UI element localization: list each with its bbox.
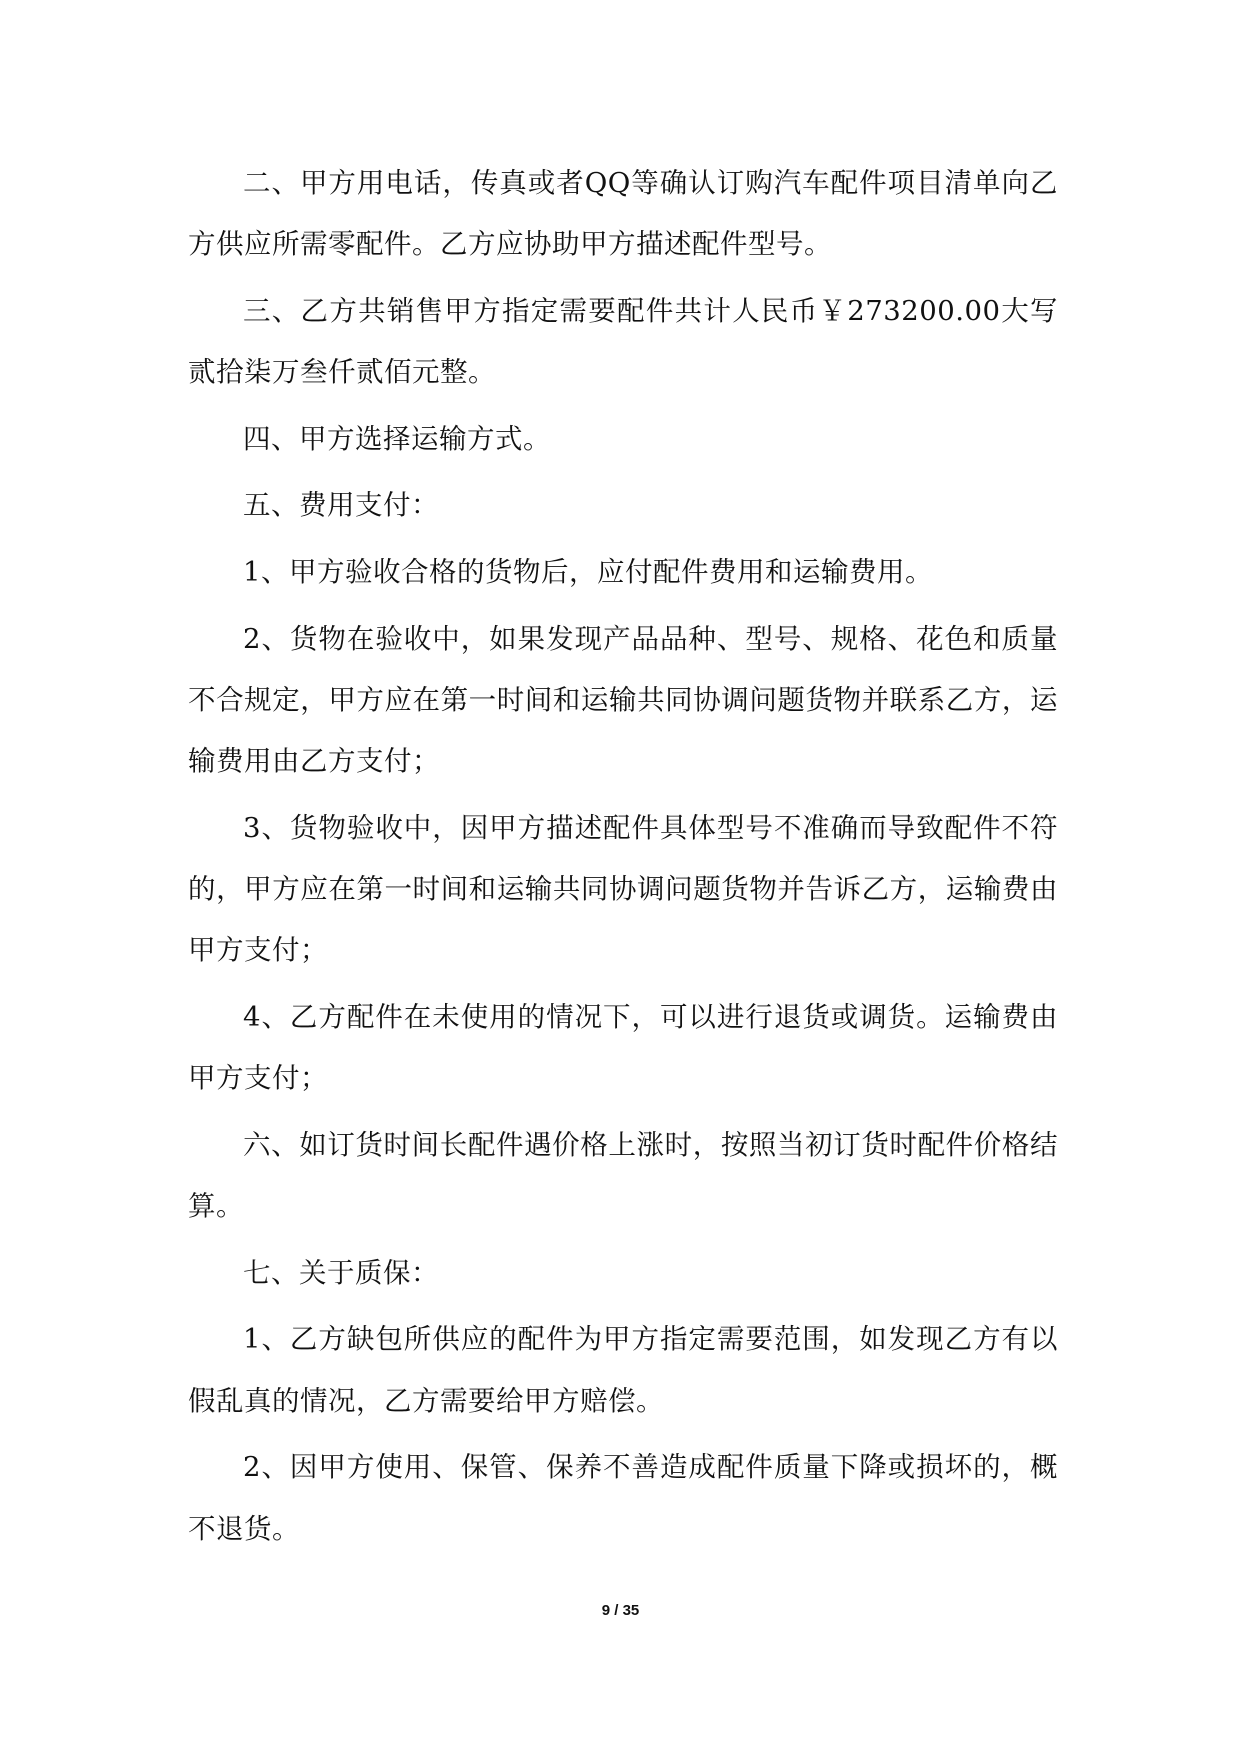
- paragraph-clause-7-item-1: 1、乙方缺包所供应的配件为甲方指定需要范围，如发现乙方有以假乱真的情况，乙方需要给甲方赔偿。: [188, 1323, 1058, 1417]
- paragraph-clause-5-item-2: 2、货物在验收中，如果发现产品品种、型号、规格、花色和质量不合规定，甲方应在第一时间和运输共同协调问题货物并联系乙方，运输费用由乙方支付；: [188, 622, 1058, 778]
- paragraph-clause-2: 二、甲方用电话，传真或者QQ等确认订购汽车配件项目清单向乙方供应所需零配件。乙方应协助甲方描述配件型号。: [188, 167, 1058, 261]
- paragraph-clause-5-heading: 五、费用支付：: [243, 489, 439, 522]
- document-body: [188, 153, 1058, 1565]
- paragraph-clause-5-item-4: 4、乙方配件在未使用的情况下，可以进行退货或调货。运输费由甲方支付；: [188, 1000, 1058, 1095]
- paragraph-clause-5-item-1: 1、甲方验收合格的货物后，应付配件费用和运输费用。: [243, 555, 933, 588]
- paragraph-clause-4: 四、甲方选择运输方式。: [243, 422, 551, 455]
- paragraph-clause-7-heading: 七、关于质保：: [243, 1256, 439, 1289]
- page-number: 9 / 35: [601, 1602, 640, 1619]
- paragraph-clause-7-item-2: 2、因甲方使用、保管、保养不善造成配件质量下降或损坏的，概不退货。: [188, 1451, 1058, 1545]
- paragraph-clause-6: 六、如订货时间长配件遇价格上涨时，按照当初订货时配件价格结算。: [188, 1128, 1058, 1223]
- paragraph-clause-3: 三、乙方共销售甲方指定需要配件共计人民币￥273200.00大写贰拾柒万叁仟贰佰元整。: [188, 294, 1058, 389]
- paragraph-clause-5-item-3: 3、货物验收中，因甲方描述配件具体型号不准确而导致配件不符的，甲方应在第一时间和运输共同协调问题货物并告诉乙方，运输费由甲方支付；: [188, 811, 1058, 967]
